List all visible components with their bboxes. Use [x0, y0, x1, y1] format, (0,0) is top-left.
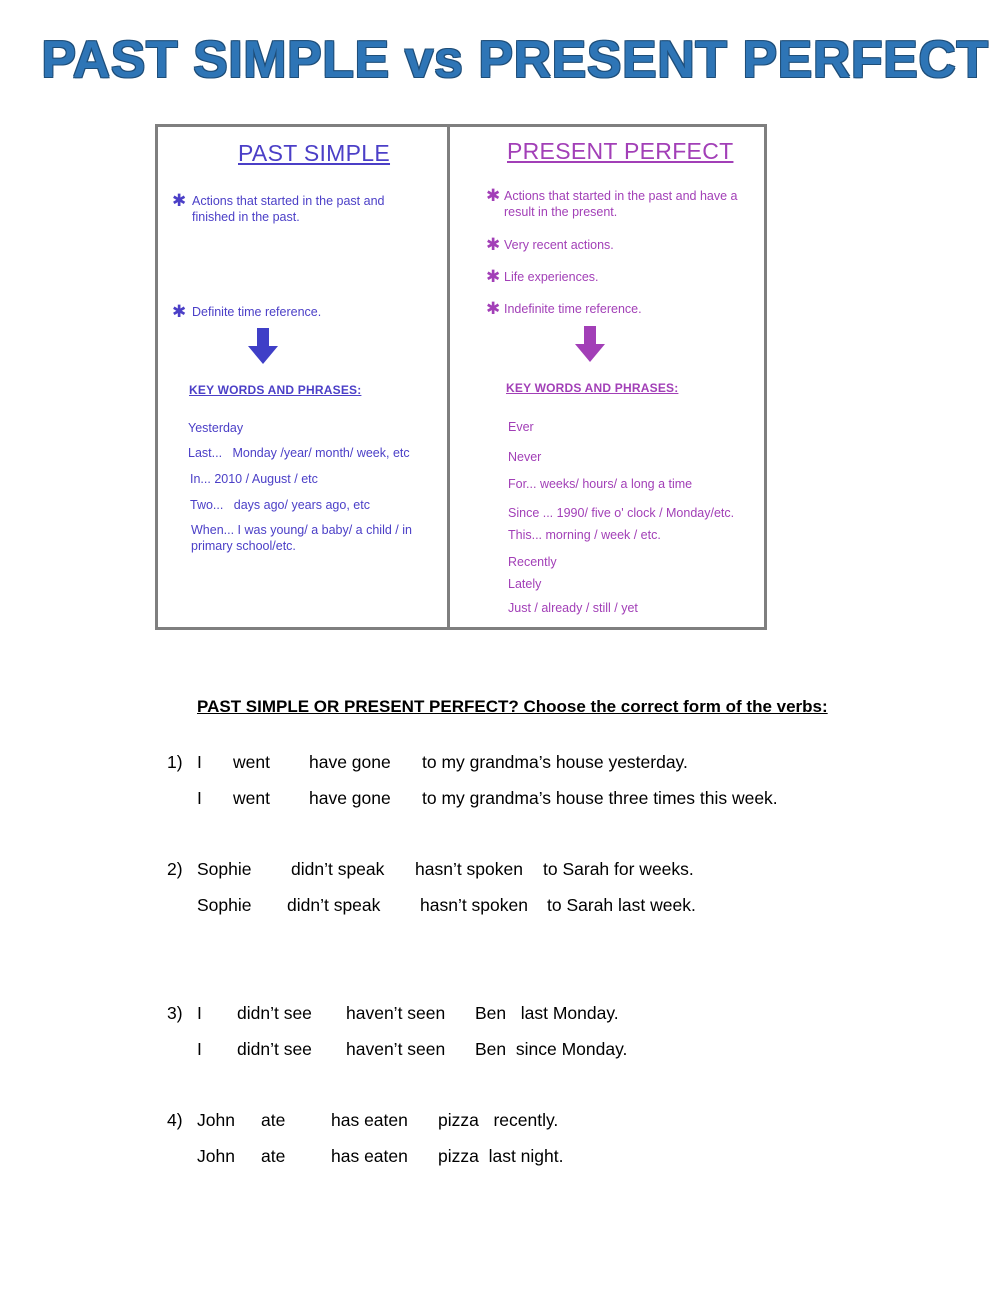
key-word: This... morning / week / etc.: [508, 528, 661, 542]
present-perfect-heading: PRESENT PERFECT: [507, 138, 734, 164]
sentence-rest: Ben since Monday.: [475, 1039, 628, 1059]
option-past-simple[interactable]: ate: [261, 1110, 286, 1130]
item-number: 4): [167, 1110, 183, 1130]
option-present-perfect[interactable]: have gone: [309, 788, 391, 808]
down-arrow-icon: [248, 328, 278, 364]
sentence-rest: to my grandma’s house three times this week.: [422, 788, 778, 808]
star-icon: ✱: [172, 191, 187, 210]
subject: John: [197, 1110, 235, 1130]
key-word: Yesterday: [188, 421, 244, 435]
subject: I: [197, 752, 202, 772]
key-word: Recently: [508, 555, 557, 569]
star-icon: ✱: [172, 302, 187, 321]
key-word: Just / already / still / yet: [508, 601, 638, 615]
option-past-simple[interactable]: ate: [261, 1146, 286, 1166]
option-present-perfect[interactable]: haven’t seen: [346, 1039, 446, 1059]
option-past-simple[interactable]: didn’t speak: [291, 859, 385, 879]
option-present-perfect[interactable]: have gone: [309, 752, 391, 772]
sentence-rest: to my grandma’s house yesterday.: [422, 752, 688, 772]
sentence-rest: pizza recently.: [438, 1110, 559, 1130]
sentence-rest: Ben last Monday.: [475, 1003, 619, 1023]
past-simple-bullet: ✱ Actions that started in the past and finished in the past.: [172, 191, 385, 224]
key-word: Since ... 1990/ five o' clock / Monday/etc.: [508, 506, 735, 520]
past-simple-heading: PAST SIMPLE: [238, 140, 391, 166]
past-simple-bullet: ✱ Definite time reference.: [172, 302, 322, 321]
present-perfect-key-words-heading: KEY WORDS AND PHRASES:: [506, 381, 679, 395]
subject: Sophie: [197, 859, 252, 879]
option-past-simple[interactable]: went: [233, 752, 270, 772]
option-past-simple[interactable]: didn’t see: [237, 1003, 312, 1023]
chart-divider: [447, 124, 450, 630]
star-icon: ✱: [486, 299, 501, 318]
present-perfect-bullet: ✱ Indefinite time reference.: [486, 299, 642, 318]
key-word: For... weeks/ hours/ a long a time: [508, 477, 693, 491]
present-perfect-bullet: ✱ Life experiences.: [486, 267, 599, 286]
option-past-simple[interactable]: didn’t see: [237, 1039, 312, 1059]
star-icon: ✱: [486, 267, 501, 286]
star-icon: ✱: [486, 235, 501, 254]
present-perfect-bullet: ✱ Actions that started in the past and have a result in the present.: [486, 186, 738, 219]
key-word: Ever: [508, 420, 534, 434]
option-present-perfect[interactable]: has eaten: [331, 1146, 408, 1166]
sentence-rest: to Sarah for weeks.: [543, 859, 694, 879]
page-title: PAST SIMPLE vs PRESENT PERFECT: [41, 31, 989, 89]
subject: I: [197, 788, 202, 808]
option-present-perfect[interactable]: haven’t seen: [346, 1003, 446, 1023]
key-word: In... 2010 / August / etc: [190, 472, 318, 486]
option-present-perfect[interactable]: has eaten: [331, 1110, 408, 1130]
present-perfect-bullet: ✱ Very recent actions.: [486, 235, 614, 254]
option-past-simple[interactable]: didn’t speak: [287, 895, 381, 915]
item-number: 1): [167, 752, 183, 772]
key-word: Never: [508, 450, 542, 464]
subject: I: [197, 1003, 202, 1023]
option-present-perfect[interactable]: hasn’t spoken: [415, 859, 523, 879]
down-arrow-icon: [575, 326, 605, 362]
option-present-perfect[interactable]: hasn’t spoken: [420, 895, 528, 915]
key-word: Lately: [508, 577, 542, 591]
exercise-heading: PAST SIMPLE OR PRESENT PERFECT? Choose the correct form of the verbs:: [197, 697, 828, 716]
sentence-rest: to Sarah last week.: [547, 895, 696, 915]
past-simple-key-words-heading: KEY WORDS AND PHRASES:: [189, 383, 362, 397]
key-word: Last... Monday /year/ month/ week, etc: [188, 446, 410, 460]
key-word: Two... days ago/ years ago, etc: [190, 498, 370, 512]
sentence-rest: pizza last night.: [438, 1146, 564, 1166]
item-number: 3): [167, 1003, 183, 1023]
subject: Sophie: [197, 895, 252, 915]
item-number: 2): [167, 859, 183, 879]
key-word: When... I was young/ a baby/ a child / in primary school/etc.: [191, 523, 412, 553]
subject: I: [197, 1039, 202, 1059]
subject: John: [197, 1146, 235, 1166]
star-icon: ✱: [486, 186, 501, 205]
option-past-simple[interactable]: went: [233, 788, 270, 808]
